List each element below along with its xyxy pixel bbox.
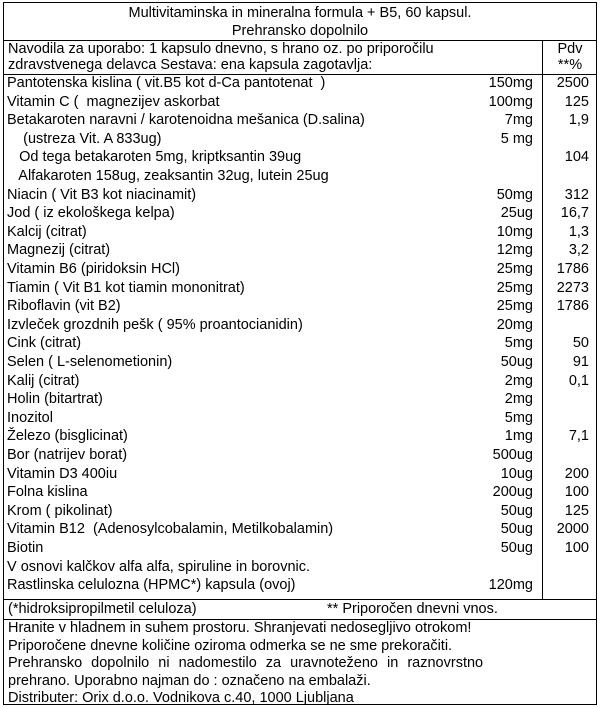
ingredient-name: Vitamin C ( magnezijev askorbat: [7, 93, 220, 110]
distributor-line: Distributer: Orix d.o.o. Vodnikova c.40, 1000 Ljubljana: [8, 690, 354, 706]
supplement-label: [3, 2, 597, 705]
ingredient-name: (ustreza Vit. A 833ug): [7, 130, 162, 147]
ingredient-name: Holin (bitartrat): [7, 391, 103, 408]
ingredient-amount: 50ug: [500, 540, 533, 556]
table-row: [4, 428, 596, 446]
ingredient-pdv: 2500: [556, 75, 589, 91]
table-row: [4, 484, 596, 502]
table-row: [4, 75, 596, 93]
ingredient-amount: 500ug: [492, 447, 533, 463]
ingredient-pdv: 1,3: [568, 223, 589, 240]
storage-line: prehrano. Uporabno najman do : označeno na embalaži.: [8, 672, 371, 689]
ingredient-amount: 12mg: [496, 242, 533, 259]
table-row: [4, 112, 596, 130]
table-row: [4, 391, 596, 409]
ingredient-pdv: 1,9: [568, 112, 589, 129]
ingredient-pdv: 16,7: [560, 205, 589, 222]
ingredient-name: Cink (citrat): [7, 335, 82, 352]
storage-info: [4, 620, 596, 708]
ingredient-pdv: 2273: [556, 279, 589, 296]
ingredient-pdv: 3,2: [568, 242, 589, 259]
instructions-line: zdravstvenega delavca Sestava: ena kapsula zagotavlja:: [8, 57, 373, 73]
storage-line: Prehransko dopolnilo ni nadomestilo za uravnoteženo in raznovrstno: [8, 655, 484, 671]
ingredient-pdv: 125: [564, 93, 589, 110]
ingredients-table: [4, 75, 596, 600]
ingredient-pdv: 125: [564, 502, 589, 519]
pdv-footnote: ** Priporočen dnevni vnos.: [327, 601, 498, 617]
ingredient-name: Magnezij (citrat): [7, 242, 111, 259]
ingredient-name: Krom ( pikolinat): [7, 502, 113, 519]
ingredient-name: Rastlinska celulozna (HPMC*) kapsula (ovoj): [7, 577, 296, 594]
table-row: [4, 373, 596, 391]
table-row: [4, 280, 596, 298]
table-row: [4, 577, 596, 595]
usage-instructions: [8, 41, 543, 73]
pdv-header: [545, 41, 595, 73]
ingredient-amount: 10mg: [496, 223, 533, 240]
ingredient-name: Tiamin ( Vit B1 kot tiamin mononitrat): [7, 279, 245, 296]
table-row: [4, 503, 596, 521]
ingredient-name: Riboflavin (vit B2): [7, 298, 121, 315]
ingredient-amount: 25mg: [496, 298, 533, 315]
label-title: [4, 3, 596, 41]
product-category: Prehransko dopolnilo: [231, 23, 369, 39]
ingredient-name: Kalij (citrat): [7, 372, 80, 389]
ingredient-amount: 2mg: [504, 372, 533, 389]
ingredient-name: Vitamin D3 400iu: [7, 465, 118, 482]
table-row: [4, 149, 596, 167]
pdv-header-label: Pdv: [557, 41, 583, 57]
ingredient-amount: 2mg: [504, 391, 533, 408]
footnotes: [4, 600, 596, 620]
ingredient-name: Biotin: [7, 540, 44, 556]
table-row: [4, 131, 596, 149]
ingredient-amount: 50ug: [500, 521, 533, 538]
ingredient-amount: 7mg: [504, 112, 533, 129]
ingredient-name: Betakaroten naravni / karotenoidna mešanica (D.salina): [7, 112, 365, 129]
ingredient-name: Alfakaroten 158ug, zeaksantin 32ug, lutein 25ug: [7, 168, 329, 184]
ingredient-pdv: 312: [564, 186, 589, 203]
ingredient-name: V osnovi kalčkov alfa alfa, spiruline in borovnic.: [7, 558, 311, 575]
table-row: [4, 466, 596, 484]
ingredient-amount: 150mg: [488, 75, 533, 91]
ingredient-name: Železo (bisglicinat): [7, 428, 128, 445]
ingredient-amount: 20mg: [496, 316, 533, 333]
storage-line: Priporočene dnevne količine oziroma odmerka se ne sme prekoračiti.: [8, 637, 453, 654]
ingredient-pdv: 91: [572, 354, 589, 370]
ingredient-name: Selen ( L-selenometionin): [7, 354, 173, 370]
instructions-line: Navodila za uporabo: 1 kapsulo dnevno, s hrano oz. po priporočilu: [8, 41, 434, 57]
ingredient-name: Pantotenska kislina ( vit.B5 kot d-Ca pantotenat ): [7, 75, 326, 91]
ingredient-pdv: 2000: [556, 521, 589, 538]
table-row: [4, 447, 596, 465]
table-row: [4, 559, 596, 577]
ingredient-amount: 120mg: [488, 577, 533, 594]
ingredient-amount: 10ug: [500, 465, 533, 482]
table-header: [4, 41, 596, 75]
ingredient-amount: 50mg: [496, 186, 533, 203]
ingredient-pdv: 100: [564, 484, 589, 501]
table-row: [4, 205, 596, 223]
ingredient-name: Vitamin B12 (Adenosylcobalamin, Metilkobalamin): [7, 521, 334, 538]
ingredient-amount: 50ug: [500, 502, 533, 519]
ingredient-pdv: 100: [564, 540, 589, 556]
table-row: [4, 94, 596, 112]
ingredient-amount: 1mg: [504, 428, 533, 445]
ingredient-pdv: 0,1: [568, 372, 589, 389]
ingredient-name: Izvleček grozdnih pešk ( 95% proantocianidin): [7, 316, 303, 333]
table-row: [4, 187, 596, 205]
ingredient-name: Folna kislina: [7, 484, 88, 501]
ingredient-name: Vitamin B6 (piridoksin HCl): [7, 261, 180, 277]
ingredient-amount: 200ug: [492, 484, 533, 501]
product-name: Multivitaminska in mineralna formula + B5, 60 kapsul.: [128, 5, 472, 21]
table-row: [4, 242, 596, 260]
ingredient-pdv: 50: [572, 335, 589, 352]
table-row: [4, 354, 596, 372]
table-row: [4, 335, 596, 353]
ingredient-pdv: 200: [564, 465, 589, 482]
ingredient-name: Jod ( iz ekološkega kelpa): [7, 205, 175, 222]
table-row: [4, 168, 596, 186]
ingredient-amount: 5mg: [504, 335, 533, 352]
table-row: [4, 540, 596, 558]
table-row: [4, 224, 596, 242]
ingredient-pdv: 1786: [556, 298, 589, 315]
table-row: [4, 261, 596, 279]
hpmc-footnote: (*hidroksipropilmetil celuloza): [8, 601, 197, 617]
ingredient-name: Niacin ( Vit B3 kot niacinamit): [7, 186, 197, 203]
storage-line: Hranite v hladnem in suhem prostoru. Shranjevati nedosegljivo otrokom!: [8, 620, 472, 636]
ingredient-amount: 100mg: [488, 93, 533, 110]
table-row: [4, 521, 596, 539]
ingredient-amount: 25ug: [500, 205, 533, 222]
ingredient-amount: 5mg: [504, 409, 533, 426]
table-row: [4, 298, 596, 316]
ingredient-amount: 25mg: [496, 261, 533, 277]
ingredient-name: Inozitol: [7, 409, 53, 426]
ingredient-pdv: 7,1: [568, 428, 589, 445]
ingredient-pdv: 104: [564, 149, 589, 166]
ingredient-amount: 50ug: [500, 354, 533, 370]
table-row: [4, 410, 596, 428]
ingredient-amount: 25mg: [496, 279, 533, 296]
ingredient-amount: 5 mg: [500, 130, 533, 147]
ingredient-name: Kalcij (citrat): [7, 223, 87, 240]
ingredient-name: Od tega betakaroten 5mg, kriptksantin 39ug: [7, 149, 302, 166]
ingredient-name: Bor (natrijev borat): [7, 447, 128, 463]
pdv-header-unit: **%: [557, 57, 583, 73]
table-row: [4, 317, 596, 335]
ingredient-pdv: 1786: [556, 261, 589, 277]
